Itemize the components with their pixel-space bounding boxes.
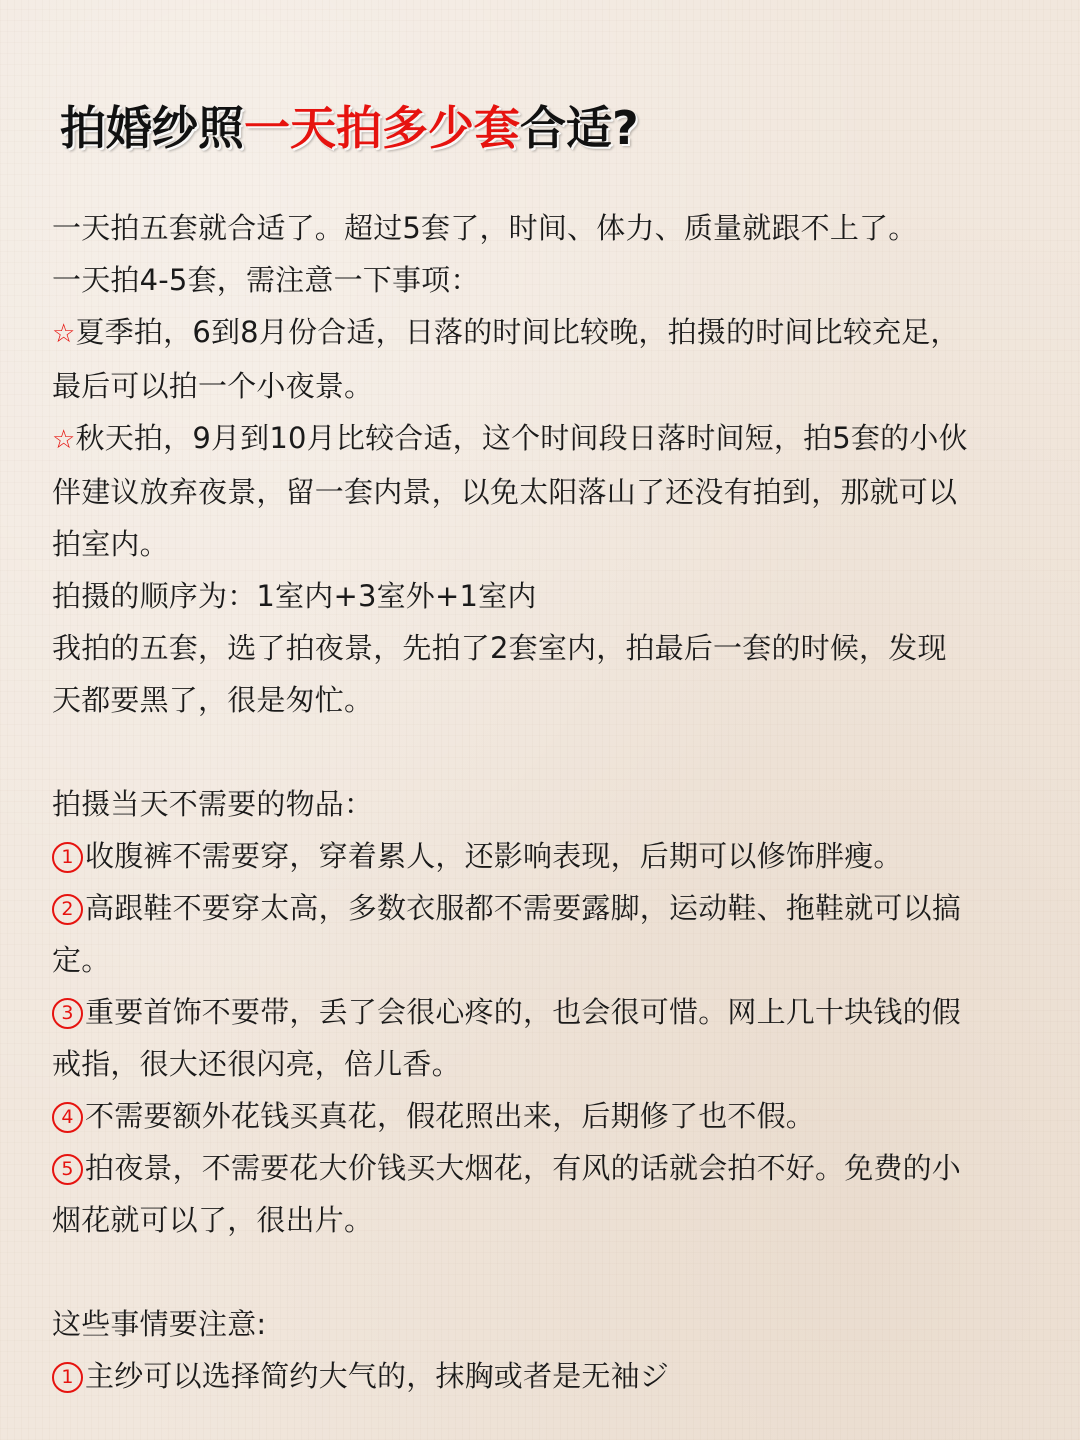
autumn-tip-line-3: 拍室内。 <box>52 527 169 561</box>
unneeded-item-3-line-1 <box>52 986 1032 1038</box>
unneeded-item-3-line-2: 戒指，很大还很闪亮，倍儿香。 <box>52 1047 461 1081</box>
spacer <box>52 1246 1032 1298</box>
circled-number-icon: 5 <box>52 1154 83 1185</box>
intro-line-2: 一天拍4-5套，需注意一下事项： <box>52 263 480 297</box>
experience-line-1: 我拍的五套，选了拍夜景，先拍了2套室内，拍最后一套的时候，发现 <box>52 631 947 665</box>
summer-tip-text: 夏季拍，6到8月份合适，日落的时间比较晚，拍摄的时间比较充足， <box>75 315 960 349</box>
circled-number-icon: 1 <box>52 1362 83 1393</box>
title-highlight: 一天拍多少套 <box>244 101 520 155</box>
unneeded-item-4-line-1 <box>52 1090 1032 1142</box>
title-part-3: 合适? <box>520 101 639 155</box>
autumn-tip-line-2: 伴建议放弃夜景，留一套内景，以免太阳落山了还没有拍到，那就可以 <box>52 475 958 509</box>
summer-tip-line-1 <box>52 306 1032 360</box>
list-item-text: 收腹裤不需要穿，穿着累人，还影响表现，后期可以修饰胖瘦。 <box>85 839 903 873</box>
shooting-order: 拍摄的顺序为：1室内+3室外+1室内 <box>52 579 537 613</box>
unneeded-item-5-line-2: 烟花就可以了，很出片。 <box>52 1203 374 1237</box>
circled-number-icon: 2 <box>52 894 83 925</box>
list-item-text: 重要首饰不要带，丢了会很心疼的，也会很可惜。网上几十块钱的假 <box>85 995 962 1029</box>
experience-line-2: 天都要黑了，很是匆忙。 <box>52 683 374 717</box>
intro-line-1: 一天拍五套就合适了。超过5套了，时间、体力、质量就跟不上了。 <box>52 211 918 245</box>
circled-number-icon: 1 <box>52 842 83 873</box>
note-item-1-line-1 <box>52 1350 1032 1402</box>
circled-number-icon: 4 <box>52 1102 83 1133</box>
unneeded-item-2-line-2: 定。 <box>52 943 111 977</box>
list-item-text: 不需要额外花钱买真花，假花照出来，后期修了也不假。 <box>85 1099 816 1133</box>
notes-heading: 这些事情要注意: <box>52 1307 267 1341</box>
unneeded-items-heading: 拍摄当天不需要的物品： <box>52 787 374 821</box>
circled-number-icon: 3 <box>52 998 83 1029</box>
article-body <box>52 202 1032 1402</box>
title-part-1: 拍婚纱照 <box>60 101 244 155</box>
list-item-text: 高跟鞋不要穿太高，多数衣服都不需要露脚，运动鞋、拖鞋就可以搞 <box>85 891 962 925</box>
autumn-tip-line-1 <box>52 412 1032 466</box>
list-item-text: 主纱可以选择简约大气的，抹胸或者是无袖ジ <box>85 1359 670 1393</box>
spacer <box>52 726 1032 778</box>
page-title <box>60 96 639 160</box>
unneeded-item-2-line-1 <box>52 882 1032 934</box>
unneeded-item-5-line-1 <box>52 1142 1032 1194</box>
list-item-text: 拍夜景，不需要花大价钱买大烟花，有风的话就会拍不好。免费的小 <box>85 1151 962 1185</box>
star-icon: ☆ <box>52 319 76 349</box>
unneeded-item-1-line-1 <box>52 830 1032 882</box>
summer-tip-line-2: 最后可以拍一个小夜景。 <box>52 369 374 403</box>
star-icon: ☆ <box>52 425 76 455</box>
autumn-tip-text: 秋天拍，9月到10月比较合适，这个时间段日落时间短，拍5套的小伙 <box>75 421 968 455</box>
